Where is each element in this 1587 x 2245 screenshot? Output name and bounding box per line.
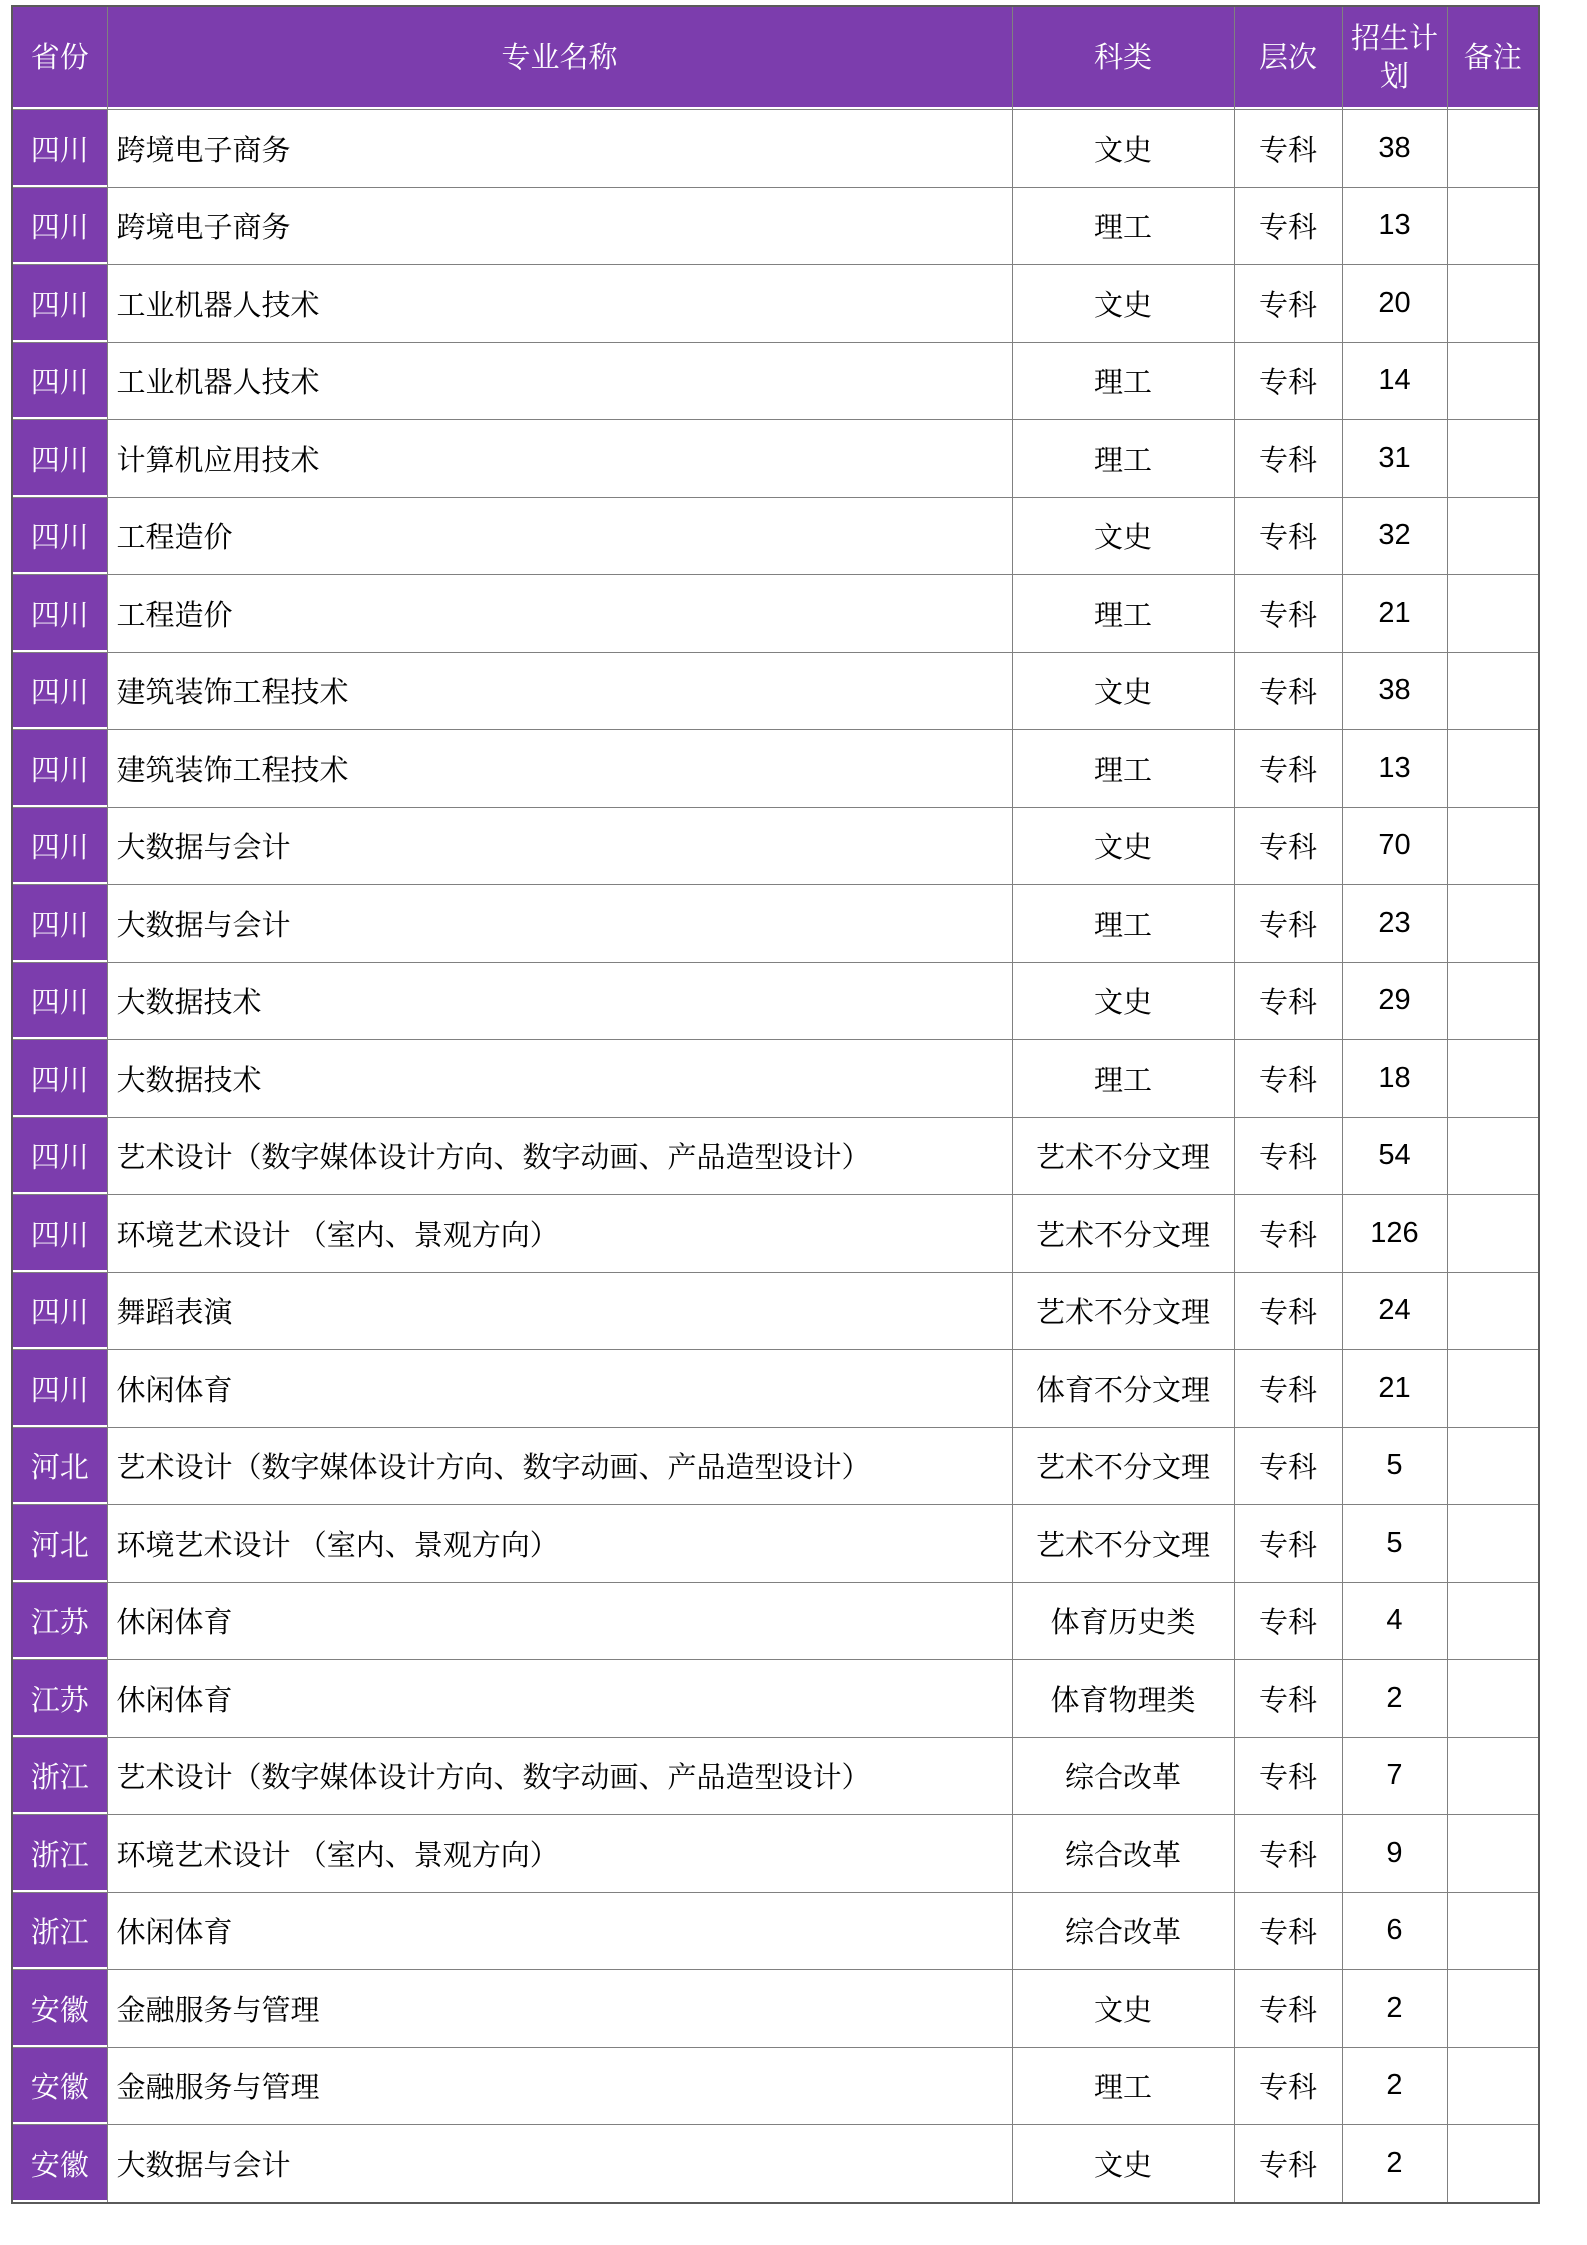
major-cell: 休闲体育 (107, 1660, 1012, 1738)
category-cell: 理工 (1012, 420, 1234, 498)
table-row (12, 1815, 1539, 1893)
level-cell: 专科 (1234, 1427, 1342, 1505)
major-cell: 跨境电子商务 (107, 187, 1012, 265)
major-cell: 工程造价 (107, 497, 1012, 575)
category-cell: 艺术不分文理 (1012, 1427, 1234, 1505)
table-row (12, 497, 1539, 575)
remark-cell (1447, 730, 1539, 808)
table-row (12, 730, 1539, 808)
level-cell: 专科 (1234, 265, 1342, 343)
table-body (12, 110, 1539, 2203)
province-cell: 安徽 (12, 1970, 107, 2048)
remark-cell (1447, 1272, 1539, 1350)
level-cell: 专科 (1234, 187, 1342, 265)
province-cell: 四川 (12, 1195, 107, 1273)
table-row (12, 1350, 1539, 1428)
major-cell: 艺术设计（数字媒体设计方向、数字动画、产品造型设计） (107, 1427, 1012, 1505)
plan-cell: 18 (1342, 1040, 1447, 1118)
table-row (12, 2047, 1539, 2125)
remark-cell (1447, 962, 1539, 1040)
major-cell: 金融服务与管理 (107, 1970, 1012, 2048)
category-cell: 体育历史类 (1012, 1582, 1234, 1660)
level-cell: 专科 (1234, 1737, 1342, 1815)
province-cell: 四川 (12, 110, 107, 188)
level-cell: 专科 (1234, 1350, 1342, 1428)
category-cell: 综合改革 (1012, 1737, 1234, 1815)
remark-cell (1447, 1350, 1539, 1428)
province-cell: 江苏 (12, 1660, 107, 1738)
category-cell: 文史 (1012, 265, 1234, 343)
category-cell: 文史 (1012, 962, 1234, 1040)
province-cell: 四川 (12, 885, 107, 963)
major-cell: 建筑装饰工程技术 (107, 652, 1012, 730)
category-cell: 文史 (1012, 497, 1234, 575)
category-cell: 综合改革 (1012, 1815, 1234, 1893)
category-cell: 文史 (1012, 652, 1234, 730)
province-cell: 四川 (12, 1350, 107, 1428)
province-cell: 安徽 (12, 2125, 107, 2203)
province-cell: 浙江 (12, 1815, 107, 1893)
plan-cell: 7 (1342, 1737, 1447, 1815)
plan-cell: 31 (1342, 420, 1447, 498)
level-cell: 专科 (1234, 1505, 1342, 1583)
remark-cell (1447, 187, 1539, 265)
level-cell: 专科 (1234, 497, 1342, 575)
province-cell: 安徽 (12, 2047, 107, 2125)
major-cell: 建筑装饰工程技术 (107, 730, 1012, 808)
major-cell: 艺术设计（数字媒体设计方向、数字动画、产品造型设计） (107, 1737, 1012, 1815)
table-row (12, 187, 1539, 265)
plan-cell: 5 (1342, 1505, 1447, 1583)
remark-cell (1447, 1582, 1539, 1660)
major-cell: 工程造价 (107, 575, 1012, 653)
province-cell: 四川 (12, 730, 107, 808)
level-cell: 专科 (1234, 1660, 1342, 1738)
province-cell: 河北 (12, 1427, 107, 1505)
remark-cell (1447, 1117, 1539, 1195)
table-row (12, 1117, 1539, 1195)
table-row (12, 2125, 1539, 2203)
category-cell: 体育不分文理 (1012, 1350, 1234, 1428)
plan-cell: 2 (1342, 1660, 1447, 1738)
table-row (12, 1272, 1539, 1350)
table-row (12, 1737, 1539, 1815)
category-cell: 艺术不分文理 (1012, 1505, 1234, 1583)
table-row (12, 1582, 1539, 1660)
remark-cell (1447, 807, 1539, 885)
province-cell: 浙江 (12, 1737, 107, 1815)
category-cell: 体育物理类 (1012, 1660, 1234, 1738)
category-cell: 综合改革 (1012, 1892, 1234, 1970)
major-cell: 大数据技术 (107, 962, 1012, 1040)
major-cell: 艺术设计（数字媒体设计方向、数字动画、产品造型设计） (107, 1117, 1012, 1195)
table-row (12, 1505, 1539, 1583)
plan-cell: 14 (1342, 342, 1447, 420)
remark-cell (1447, 265, 1539, 343)
major-cell: 大数据与会计 (107, 807, 1012, 885)
level-cell: 专科 (1234, 420, 1342, 498)
level-cell: 专科 (1234, 962, 1342, 1040)
category-cell: 理工 (1012, 730, 1234, 808)
level-cell: 专科 (1234, 1117, 1342, 1195)
table-row (12, 885, 1539, 963)
major-cell: 大数据技术 (107, 1040, 1012, 1118)
remark-cell (1447, 110, 1539, 188)
level-cell: 专科 (1234, 1970, 1342, 2048)
table-row (12, 1660, 1539, 1738)
major-cell: 环境艺术设计 （室内、景观方向） (107, 1815, 1012, 1893)
level-cell: 专科 (1234, 730, 1342, 808)
province-cell: 河北 (12, 1505, 107, 1583)
plan-cell: 38 (1342, 652, 1447, 730)
level-cell: 专科 (1234, 2047, 1342, 2125)
category-cell: 理工 (1012, 342, 1234, 420)
remark-cell (1447, 1892, 1539, 1970)
header-row (12, 6, 1539, 110)
table-row (12, 807, 1539, 885)
plan-cell: 13 (1342, 730, 1447, 808)
remark-cell (1447, 2125, 1539, 2203)
level-cell: 专科 (1234, 1040, 1342, 1118)
province-cell: 四川 (12, 497, 107, 575)
province-cell: 四川 (12, 807, 107, 885)
plan-cell: 23 (1342, 885, 1447, 963)
major-cell: 舞蹈表演 (107, 1272, 1012, 1350)
category-cell: 理工 (1012, 885, 1234, 963)
header-cell-level: 层次 (1234, 6, 1342, 110)
level-cell: 专科 (1234, 1815, 1342, 1893)
level-cell: 专科 (1234, 1582, 1342, 1660)
plan-cell: 9 (1342, 1815, 1447, 1893)
remark-cell (1447, 575, 1539, 653)
category-cell: 文史 (1012, 1970, 1234, 2048)
header-cell-major: 专业名称 (107, 6, 1012, 110)
remark-cell (1447, 885, 1539, 963)
province-cell: 四川 (12, 1117, 107, 1195)
province-cell: 四川 (12, 962, 107, 1040)
plan-cell: 20 (1342, 265, 1447, 343)
category-cell: 文史 (1012, 807, 1234, 885)
plan-cell: 5 (1342, 1427, 1447, 1505)
plan-cell: 32 (1342, 497, 1447, 575)
level-cell: 专科 (1234, 1892, 1342, 1970)
header-cell-category: 科类 (1012, 6, 1234, 110)
category-cell: 理工 (1012, 1040, 1234, 1118)
category-cell: 艺术不分文理 (1012, 1272, 1234, 1350)
table-row (12, 962, 1539, 1040)
plan-cell: 13 (1342, 187, 1447, 265)
table-row (12, 1040, 1539, 1118)
table-row (12, 575, 1539, 653)
remark-cell (1447, 652, 1539, 730)
table-header (12, 6, 1539, 110)
major-cell: 休闲体育 (107, 1582, 1012, 1660)
category-cell: 理工 (1012, 575, 1234, 653)
plan-cell: 70 (1342, 807, 1447, 885)
table-row (12, 1427, 1539, 1505)
remark-cell (1447, 1195, 1539, 1273)
level-cell: 专科 (1234, 1195, 1342, 1273)
level-cell: 专科 (1234, 575, 1342, 653)
plan-cell: 4 (1342, 1582, 1447, 1660)
category-cell: 艺术不分文理 (1012, 1117, 1234, 1195)
major-cell: 工业机器人技术 (107, 265, 1012, 343)
level-cell: 专科 (1234, 807, 1342, 885)
province-cell: 四川 (12, 187, 107, 265)
remark-cell (1447, 1815, 1539, 1893)
remark-cell (1447, 2047, 1539, 2125)
remark-cell (1447, 420, 1539, 498)
header-cell-plan: 招生计划 (1342, 6, 1447, 110)
header-cell-province: 省份 (12, 6, 107, 110)
plan-cell: 29 (1342, 962, 1447, 1040)
plan-cell: 54 (1342, 1117, 1447, 1195)
province-cell: 四川 (12, 420, 107, 498)
plan-cell: 126 (1342, 1195, 1447, 1273)
level-cell: 专科 (1234, 652, 1342, 730)
major-cell: 大数据与会计 (107, 2125, 1012, 2203)
plan-cell: 2 (1342, 1970, 1447, 2048)
remark-cell (1447, 1970, 1539, 2048)
table-row (12, 265, 1539, 343)
table-row (12, 1195, 1539, 1273)
province-cell: 四川 (12, 1272, 107, 1350)
province-cell: 江苏 (12, 1582, 107, 1660)
province-cell: 四川 (12, 575, 107, 653)
table-row (12, 1892, 1539, 1970)
province-cell: 四川 (12, 1040, 107, 1118)
remark-cell (1447, 497, 1539, 575)
plan-cell: 24 (1342, 1272, 1447, 1350)
plan-cell: 21 (1342, 575, 1447, 653)
plan-cell: 21 (1342, 1350, 1447, 1428)
remark-cell (1447, 1505, 1539, 1583)
major-cell: 休闲体育 (107, 1350, 1012, 1428)
level-cell: 专科 (1234, 2125, 1342, 2203)
major-cell: 休闲体育 (107, 1892, 1012, 1970)
category-cell: 理工 (1012, 2047, 1234, 2125)
category-cell: 理工 (1012, 187, 1234, 265)
level-cell: 专科 (1234, 342, 1342, 420)
level-cell: 专科 (1234, 1272, 1342, 1350)
plan-cell: 2 (1342, 2125, 1447, 2203)
remark-cell (1447, 1737, 1539, 1815)
major-cell: 计算机应用技术 (107, 420, 1012, 498)
category-cell: 文史 (1012, 2125, 1234, 2203)
table-row (12, 110, 1539, 188)
remark-cell (1447, 1660, 1539, 1738)
table-row (12, 342, 1539, 420)
category-cell: 文史 (1012, 110, 1234, 188)
province-cell: 四川 (12, 265, 107, 343)
major-cell: 大数据与会计 (107, 885, 1012, 963)
level-cell: 专科 (1234, 885, 1342, 963)
remark-cell (1447, 1427, 1539, 1505)
remark-cell (1447, 342, 1539, 420)
plan-cell: 6 (1342, 1892, 1447, 1970)
province-cell: 浙江 (12, 1892, 107, 1970)
remark-cell (1447, 1040, 1539, 1118)
major-cell: 跨境电子商务 (107, 110, 1012, 188)
table-row (12, 652, 1539, 730)
major-cell: 环境艺术设计 （室内、景观方向） (107, 1195, 1012, 1273)
header-cell-remark: 备注 (1447, 6, 1539, 110)
enrollment-table (11, 5, 1540, 2204)
major-cell: 工业机器人技术 (107, 342, 1012, 420)
table-row (12, 420, 1539, 498)
province-cell: 四川 (12, 342, 107, 420)
level-cell: 专科 (1234, 110, 1342, 188)
table-row (12, 1970, 1539, 2048)
province-cell: 四川 (12, 652, 107, 730)
category-cell: 艺术不分文理 (1012, 1195, 1234, 1273)
plan-cell: 38 (1342, 110, 1447, 188)
major-cell: 金融服务与管理 (107, 2047, 1012, 2125)
plan-cell: 2 (1342, 2047, 1447, 2125)
major-cell: 环境艺术设计 （室内、景观方向） (107, 1505, 1012, 1583)
